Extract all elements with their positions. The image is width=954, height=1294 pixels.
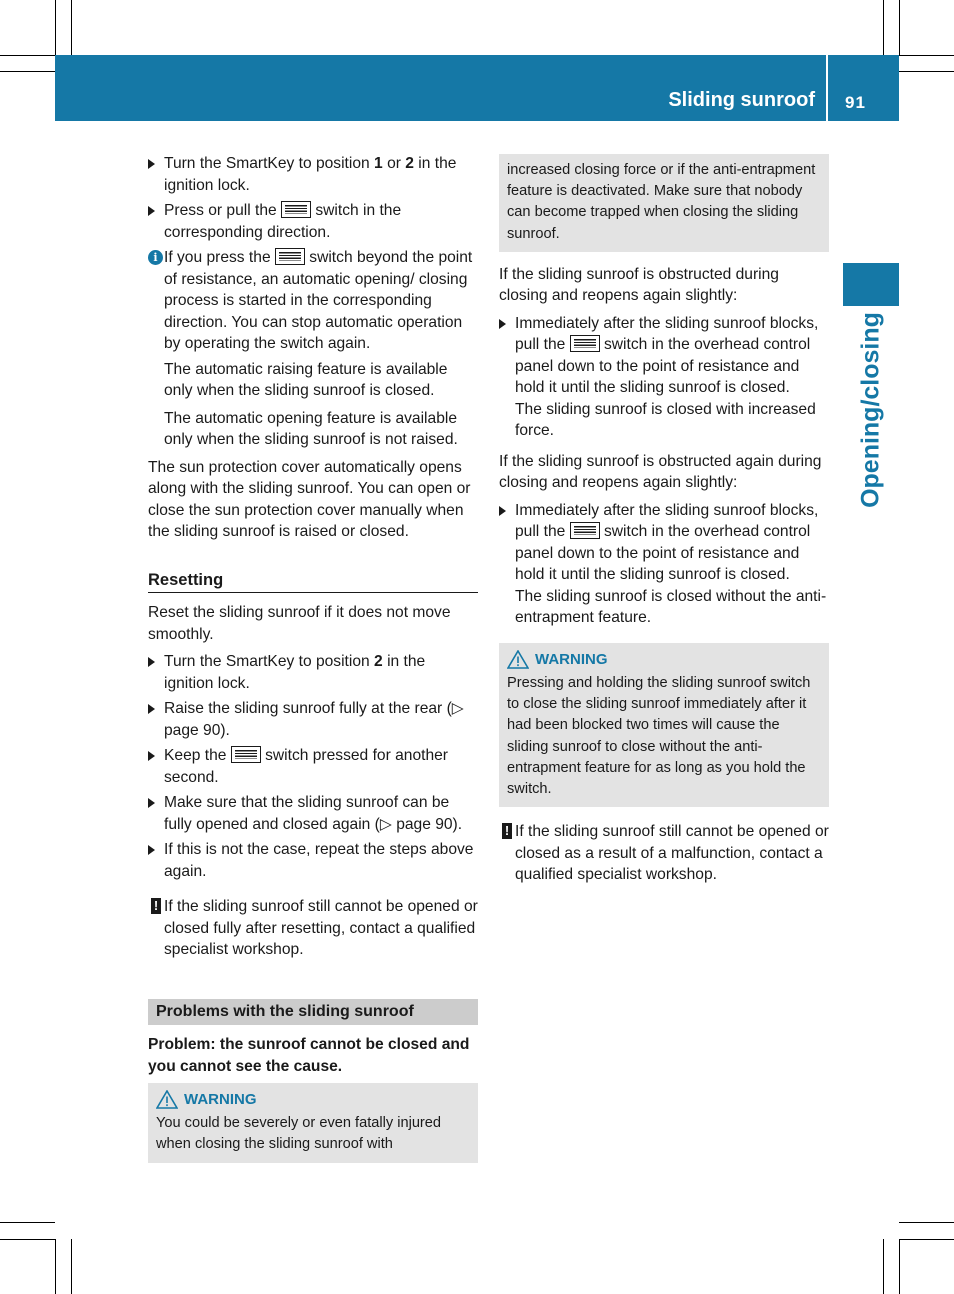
page-header — [55, 55, 899, 121]
section-title: Sliding sunroof — [668, 89, 815, 111]
step-arrow-icon — [148, 206, 155, 216]
problem-statement: Problem: the sunroof cannot be closed and you cannot see the cause. — [148, 1036, 470, 1075]
step-arrow-icon — [148, 704, 155, 714]
step-arrow-icon — [148, 159, 155, 169]
crop-mark — [0, 1239, 55, 1240]
instruction-step: Press or pull the switch in the corresponding direction. — [148, 200, 478, 243]
instruction-step: Turn the SmartKey to position 2 in the ignition lock. — [148, 651, 478, 694]
instruction-step: Immediately after the sliding sunroof blocks, pull the switch in the overhead control panel down to the point of resistance and hold it until the sliding sunroof is closed. — [499, 500, 829, 586]
crop-mark — [55, 1239, 56, 1294]
crop-mark — [899, 1222, 954, 1223]
crop-mark — [55, 0, 56, 55]
exclamation-icon: ! — [151, 898, 161, 914]
warning-triangle-icon — [507, 650, 529, 669]
caution-note: ! If the sliding sunroof still cannot be opened or closed as a result of a malfunction, contact a qualified specialist workshop. — [499, 821, 829, 886]
right-column — [499, 154, 829, 890]
step-arrow-icon — [148, 657, 155, 667]
crop-mark — [899, 0, 900, 55]
left-column — [148, 153, 478, 1163]
sunroof-switch-icon — [281, 201, 311, 218]
crop-mark — [899, 1239, 900, 1294]
sunroof-switch-icon — [570, 335, 600, 352]
info-paragraph: The automatic raising feature is available only when the sliding sunroof is closed. — [164, 360, 448, 399]
warning-title: WARNING — [156, 1089, 470, 1110]
crop-mark — [0, 71, 55, 72]
crop-mark — [71, 1239, 72, 1294]
crop-mark — [0, 1222, 55, 1223]
instruction-step: Make sure that the sliding sunroof can be fully opened and closed again (▷ page 90). — [148, 792, 478, 835]
info-paragraph: The automatic opening feature is available only when the sliding sunroof is not raised. — [164, 409, 458, 448]
crop-mark — [899, 55, 954, 56]
warning-box-continued: increased closing force or if the anti-entrapment feature is deactivated. Make sure that nobody can become trapped when closing the sliding sunroof. — [499, 154, 829, 252]
instruction-step: Turn the SmartKey to position 1 or 2 in the ignition lock. — [148, 153, 478, 196]
crop-mark — [883, 1239, 884, 1294]
sunroof-switch-icon — [275, 248, 305, 265]
caution-note: ! If the sliding sunroof still cannot be opened or closed fully after resetting, contact a qualified specialist workshop. — [148, 896, 478, 961]
step-result: The sliding sunroof is closed with increased force. — [515, 400, 816, 440]
body-paragraph: Reset the sliding sunroof if it does not move smoothly. — [148, 604, 451, 643]
step-arrow-icon — [499, 506, 506, 516]
instruction-step: If this is not the case, repeat the steps above again. — [148, 839, 478, 882]
instruction-step: Immediately after the sliding sunroof blocks, pull the switch in the overhead control panel down to the point of resistance and hold it until the sliding sunroof is closed. — [499, 313, 829, 399]
crop-mark — [71, 0, 72, 55]
step-arrow-icon — [499, 319, 506, 329]
instruction-step: Raise the sliding sunroof fully at the rear (▷ page 90). — [148, 698, 478, 741]
warning-box — [148, 1083, 478, 1163]
info-icon: i — [148, 250, 163, 265]
step-result: The sliding sunroof is closed without the anti-entrapment feature. — [515, 587, 827, 627]
sunroof-switch-icon — [570, 522, 600, 539]
exclamation-icon: ! — [502, 823, 512, 839]
crop-mark — [899, 1239, 954, 1240]
info-note: i If you press the switch beyond the point of resistance, an automatic opening/ closing process is started in the corresponding direction. You can stop automatic operation by operating the switch again. — [148, 247, 478, 355]
step-arrow-icon — [148, 751, 155, 761]
crop-mark — [883, 0, 884, 55]
body-paragraph: If the sliding sunroof is obstructed again during closing and reopens again slightly: — [499, 452, 822, 492]
warning-box — [499, 643, 829, 807]
page-number: 91 — [845, 93, 866, 112]
step-arrow-icon — [148, 798, 155, 808]
chapter-tab — [843, 263, 899, 306]
body-paragraph: The sun protection cover automatically opens along with the sliding sunroof. You can open or close the sun protection cover manually when the sliding sunroof is raised or closed. — [148, 458, 471, 540]
warning-text: You could be severely or even fatally injured when closing the sliding sunroof with — [156, 1115, 442, 1153]
chapter-label: Opening/closing — [856, 312, 885, 508]
step-arrow-icon — [148, 845, 155, 855]
crop-mark — [0, 55, 55, 56]
instruction-step: Keep the switch pressed for another second. — [148, 745, 478, 788]
header-divider — [826, 55, 828, 121]
warning-title: WARNING — [507, 649, 821, 670]
warning-text: Pressing and holding the sliding sunroof switch to close the sliding sunroof immediately after it had been blocked two times will cause the sliding sunroof to close without the anti-entrapment feature for as long as you hold the switch. — [507, 675, 811, 798]
body-paragraph: If the sliding sunroof is obstructed during closing and reopens again slightly: — [499, 265, 779, 305]
warning-triangle-icon — [156, 1090, 178, 1109]
resetting-heading: Resetting — [148, 570, 478, 594]
problems-heading: Problems with the sliding sunroof — [148, 999, 478, 1026]
sunroof-switch-icon — [231, 746, 261, 763]
crop-mark — [899, 71, 954, 72]
